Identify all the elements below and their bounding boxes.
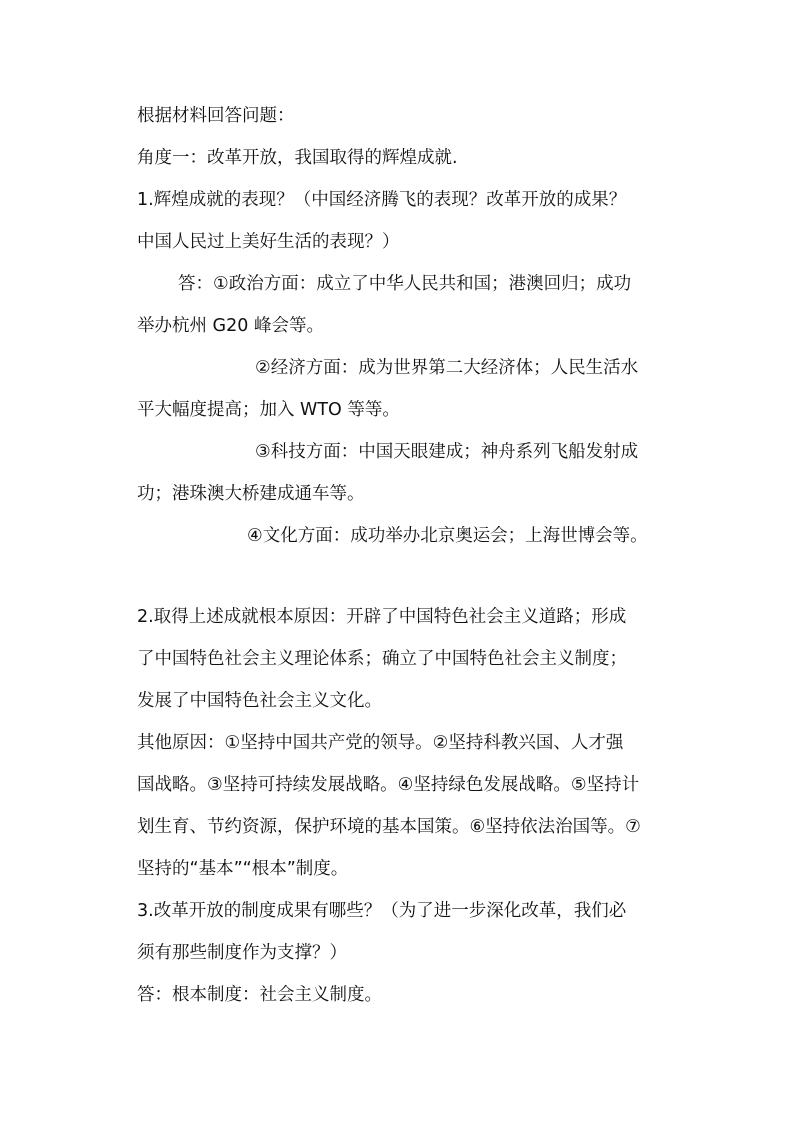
q1-answer-politics: 答：①政治方面：成立了中华人民共和国；港澳回归；成功	[178, 274, 632, 294]
q2-line: 发展了中国特色社会主义文化。	[137, 691, 382, 711]
q1-answer-tech: ③科技方面：中国天眼建成；神舟系列飞船发射成	[255, 442, 639, 462]
q1-answer-economy-cont: 平大幅度提高；加入 WTO 等等。	[137, 400, 400, 420]
q3-answer-line: 答：根本制度：社会主义制度。	[137, 985, 382, 1005]
q1-answer-politics-cont: 举办杭州 G20 峰会等。	[137, 316, 324, 336]
q1-question-line: 中国人民过上美好生活的表现？）	[137, 232, 400, 252]
q2-line: 了中国特色社会主义理论体系；确立了中国特色社会主义制度；	[137, 649, 627, 669]
q2-other-reasons-line: 坚持的“基本”“根本”制度。	[137, 859, 349, 879]
q1-answer-culture: ④文化方面：成功举办北京奥运会；上海世博会等。	[247, 526, 648, 546]
q3-question-line: 3.改革开放的制度成果有哪些？（为了进一步深化改革，我们必	[137, 901, 627, 921]
intro-line: 根据材料回答问题：	[137, 106, 295, 126]
angle1-heading: 角度一：改革开放，我国取得的辉煌成就.	[137, 148, 458, 168]
q2-other-reasons-line: 国战略。③坚持可持续发展战略。④坚持绿色发展战略。⑤坚持计	[137, 775, 640, 795]
q2-other-reasons-line: 划生育、节约资源，保护环境的基本国策。⑥坚持依法治国等。⑦	[137, 817, 641, 837]
q1-answer-economy: ②经济方面：成为世界第二大经济体；人民生活水	[255, 358, 639, 378]
q1-answer-tech-cont: 功；港珠澳大桥建成通车等。	[137, 484, 365, 504]
q3-question-line: 须有那些制度作为支撑？）	[137, 943, 347, 963]
q2-other-reasons-line: 其他原因：①坚持中国共产党的领导。②坚持科教兴国、人才强	[137, 733, 624, 753]
q1-question-line: 1.辉煌成就的表现？（中国经济腾飞的表现？改革开放的成果？	[137, 190, 627, 210]
q2-line: 2.取得上述成就根本原因：开辟了中国特色社会主义道路；形成	[137, 607, 627, 627]
